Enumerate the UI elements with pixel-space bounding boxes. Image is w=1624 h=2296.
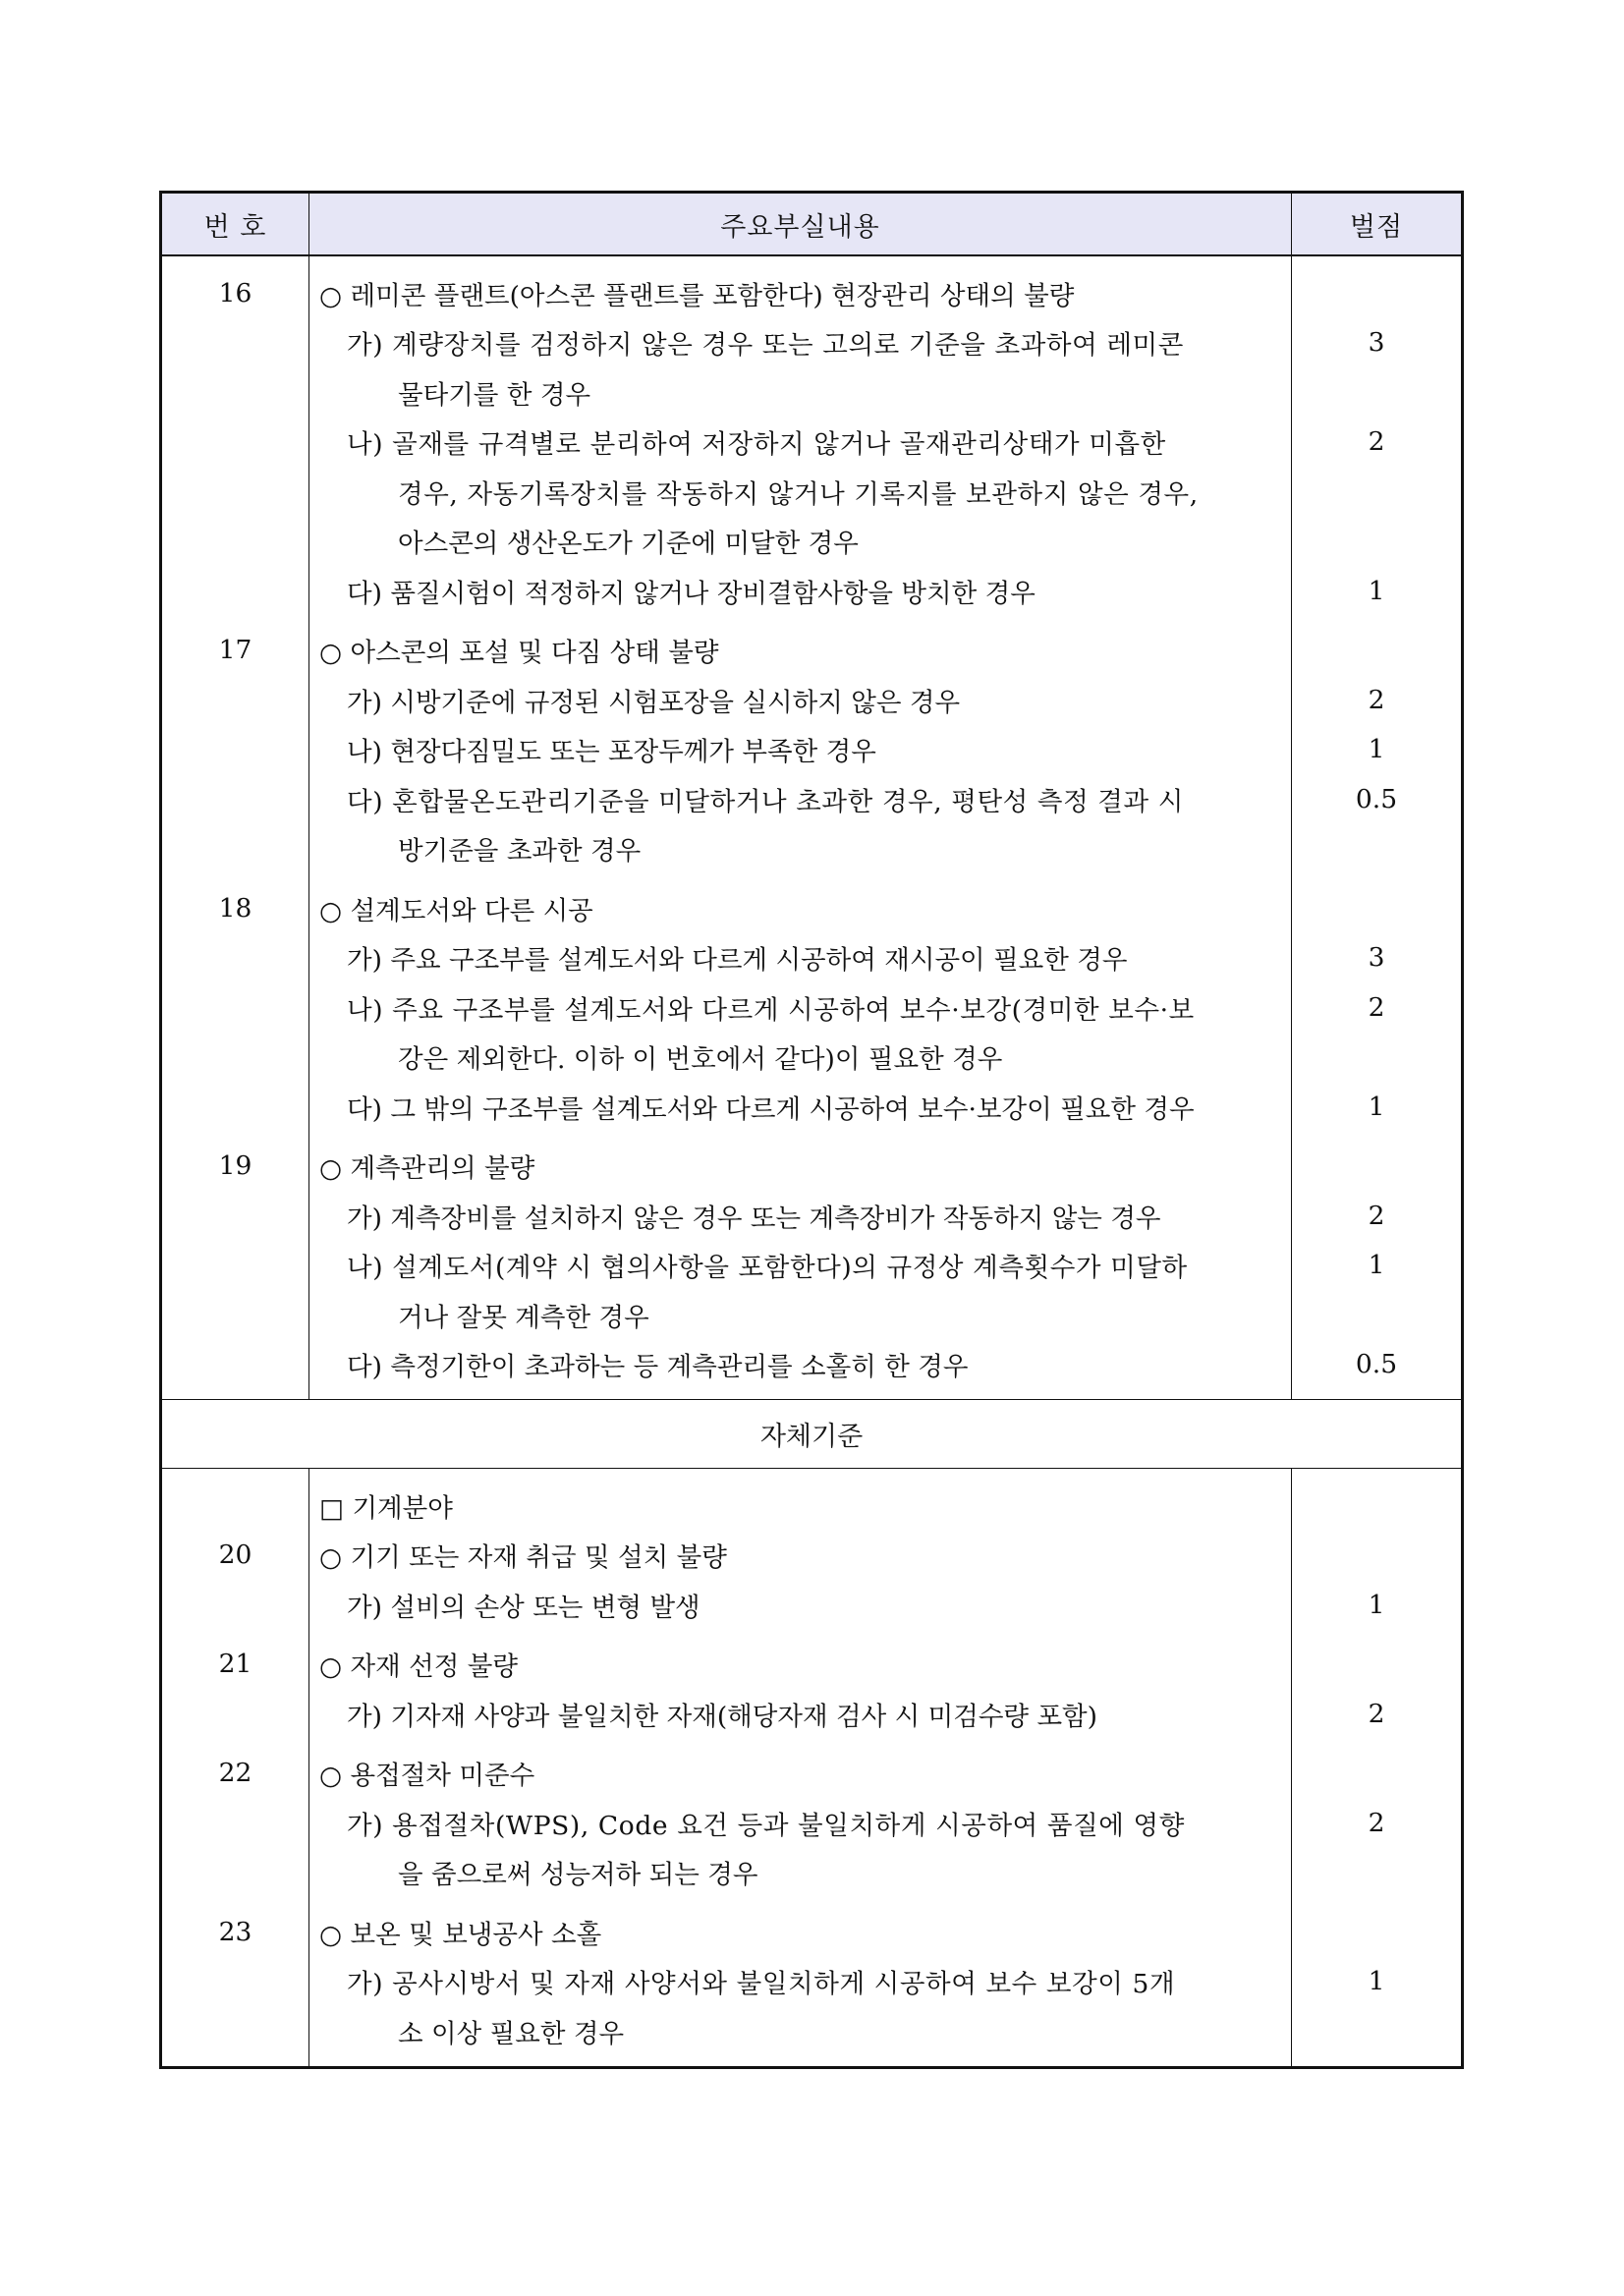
number-column (162, 1469, 309, 2066)
spacer (1292, 873, 1461, 883)
spacer (309, 873, 1291, 883)
spacer (309, 616, 1291, 626)
item-number: 17 (218, 635, 252, 666)
spacer (309, 1739, 1291, 1749)
spacer (309, 1132, 1291, 1142)
content-column (309, 1469, 1292, 2066)
item-title: ○ 설계도서와 다른 시공 (319, 895, 593, 926)
empty-cell (162, 367, 308, 418)
sub-item-line: 다) 그 밖의 구조부를 설계도서와 다르게 시공하여 보수·보강이 필요한 경우 (347, 1093, 1195, 1125)
spacer (162, 1897, 308, 1907)
penalty-value: 1 (1368, 1589, 1385, 1620)
sub-item-line: 가) 계측장비를 설치하지 않은 경우 또는 계측장비가 작동하지 않는 경우 (347, 1203, 1161, 1234)
table-body-bottom (162, 1469, 1461, 2066)
item-title: ○ 기기 또는 자재 취급 및 설치 불량 (319, 1542, 727, 1574)
item-number: 20 (218, 1540, 252, 1571)
empty-cell (162, 1957, 308, 2007)
spacer (162, 616, 308, 626)
spacer (1292, 1469, 1461, 1481)
sub-item-line: 나) 설계도서(계약 시 협의사항을 포함한다)의 규정상 계측횟수가 미달하 (347, 1253, 1188, 1284)
sub-item-line: 다) 혼합물온도관리기준을 미달하거나 초과한 경우, 평탄성 측정 결과 시 (347, 786, 1184, 817)
empty-cell (162, 1848, 308, 1898)
spacer (309, 256, 1291, 268)
table-header (162, 194, 1461, 256)
spacer (162, 1739, 308, 1749)
empty-cell (162, 824, 308, 874)
spacer (162, 2056, 308, 2066)
empty-cell (1292, 2006, 1461, 2056)
empty-cell (162, 1290, 308, 1340)
empty-cell (1292, 1142, 1461, 1192)
sub-item-line: 나) 주요 구조부를 설계도서와 다르게 시공하여 보수·보강(경미한 보수·보 (347, 994, 1195, 1026)
spacer (309, 2056, 1291, 2066)
sub-item-line: 경우, 자동기록장치를 작동하지 않거나 기록지를 보관하지 않은 경우, (398, 478, 1199, 510)
empty-cell (162, 566, 308, 616)
empty-cell (1292, 1907, 1461, 1957)
header-number: 번 호 (162, 194, 309, 254)
spacer (1292, 2056, 1461, 2066)
sub-item-line: 가) 용접절차(WPS), Code 요건 등과 불일치하게 시공하여 품질에 영향 (347, 1810, 1185, 1841)
penalty-value: 3 (1368, 327, 1385, 359)
spacer (162, 1389, 308, 1399)
empty-cell (162, 774, 308, 824)
empty-cell (1292, 1848, 1461, 1898)
spacer (1292, 1389, 1461, 1399)
spacer (1292, 256, 1461, 268)
item-number: 16 (218, 277, 252, 308)
section-label: 자체기준 (162, 1400, 1461, 1469)
empty-cell (162, 725, 308, 775)
item-title: ○ 보온 및 보냉공사 소홀 (319, 1919, 602, 1950)
empty-cell (162, 1481, 308, 1531)
sub-item-line: 가) 계량장치를 검정하지 않은 경우 또는 고의로 기준을 초과하여 레미콘 (347, 330, 1184, 362)
sub-item-line: 가) 주요 구조부를 설계도서와 다르게 시공하여 재시공이 필요한 경우 (347, 945, 1128, 977)
empty-cell (162, 1798, 308, 1848)
sub-item-line: 가) 시방기준에 규정된 시험포장을 실시하지 않은 경우 (347, 687, 961, 718)
sub-item-line: 강은 제외한다. 이하 이 번호에서 같다)이 필요한 경우 (398, 1044, 1003, 1076)
table-body-top (162, 256, 1461, 1400)
item-number: 19 (218, 1150, 252, 1182)
spacer (162, 256, 308, 268)
sub-item-line: 다) 측정기한이 초과하는 등 계측관리를 소홀히 한 경우 (347, 1352, 969, 1383)
empty-cell (162, 1082, 308, 1132)
sub-item-line: 가) 설비의 손상 또는 변형 발생 (347, 1592, 700, 1623)
spacer (162, 1132, 308, 1142)
empty-cell (1292, 268, 1461, 318)
sub-item-line: 방기준을 초과한 경우 (398, 836, 642, 868)
penalty-value: 2 (1368, 1200, 1385, 1231)
empty-cell (1292, 883, 1461, 933)
penalty-value: 1 (1368, 1250, 1385, 1281)
sub-item-line: 물타기를 한 경우 (398, 379, 591, 411)
empty-cell (1292, 517, 1461, 567)
empty-cell (162, 1580, 308, 1630)
sub-item-line: 다) 품질시험이 적정하지 않거나 장비결함사항을 방치한 경우 (347, 578, 1036, 609)
spacer (1292, 1132, 1461, 1142)
penalty-value: 2 (1368, 426, 1385, 458)
spacer (309, 1389, 1291, 1399)
empty-cell (162, 1191, 308, 1241)
empty-cell (162, 675, 308, 725)
sub-item-line: 을 줌으로써 성능저하 되는 경우 (398, 1860, 758, 1891)
empty-cell (162, 517, 308, 567)
penalty-value: 1 (1368, 1091, 1385, 1122)
spacer (309, 1630, 1291, 1640)
penalty-value: 3 (1368, 942, 1385, 974)
sub-item-line: 나) 현장다짐밀도 또는 포장두께가 부족한 경우 (347, 737, 876, 768)
empty-cell (1292, 1640, 1461, 1690)
category-label: □ 기계분야 (319, 1492, 453, 1524)
penalty-value: 0.5 (1355, 1349, 1398, 1380)
number-column (162, 256, 309, 1399)
spacer (162, 1630, 308, 1640)
penalty-value: 1 (1368, 734, 1385, 765)
sub-item-line: 거나 잘못 계측한 경우 (398, 1302, 649, 1333)
item-number: 18 (218, 892, 252, 924)
penalty-value: 1 (1368, 1966, 1385, 1997)
empty-cell (1292, 1531, 1461, 1581)
item-title: ○ 자재 선정 불량 (319, 1652, 518, 1683)
empty-cell (1292, 467, 1461, 517)
penalty-value: 0.5 (1355, 783, 1398, 814)
empty-cell (1292, 367, 1461, 418)
content-column (309, 256, 1292, 1399)
empty-cell (162, 2006, 308, 2056)
empty-cell (162, 318, 308, 368)
sub-item-line: 가) 기자재 사양과 불일치한 자재(해당자재 검사 시 미검수량 포함) (347, 1701, 1097, 1732)
empty-cell (162, 933, 308, 983)
empty-cell (1292, 1481, 1461, 1531)
item-number: 22 (218, 1758, 252, 1789)
empty-cell (162, 418, 308, 468)
penalty-value: 2 (1368, 1807, 1385, 1838)
penalty-value: 2 (1368, 1698, 1385, 1729)
header-content: 주요부실내용 (309, 194, 1292, 254)
item-number: 21 (218, 1649, 252, 1680)
spacer (309, 1897, 1291, 1907)
empty-cell (162, 1689, 308, 1739)
empty-cell (162, 467, 308, 517)
spacer (1292, 1739, 1461, 1749)
empty-cell (162, 1033, 308, 1083)
sub-item-line: 가) 공사시방서 및 자재 사양서와 불일치하게 시공하여 보수 보강이 5개 (347, 1969, 1176, 2000)
penalty-value: 2 (1368, 991, 1385, 1023)
item-title: ○ 아스콘의 포설 및 다짐 상태 불량 (319, 638, 719, 669)
penalty-column (1292, 1469, 1461, 2066)
sub-item-line: 소 이상 필요한 경우 (398, 2018, 625, 2049)
spacer (162, 1469, 308, 1481)
item-number: 23 (218, 1916, 252, 1947)
empty-cell (1292, 824, 1461, 874)
empty-cell (162, 1241, 308, 1291)
spacer (309, 1469, 1291, 1481)
penalty-table (159, 191, 1464, 2069)
sub-item-line: 나) 골재를 규격별로 분리하여 저장하지 않거나 골재관리상태가 미흡한 (347, 429, 1166, 461)
empty-cell (1292, 1290, 1461, 1340)
spacer (1292, 616, 1461, 626)
item-title: ○ 용접절차 미준수 (319, 1761, 535, 1792)
sub-item-line: 아스콘의 생산온도가 기준에 미달한 경우 (398, 529, 859, 560)
spacer (1292, 1897, 1461, 1907)
spacer (162, 873, 308, 883)
header-penalty: 벌점 (1349, 211, 1404, 243)
penalty-column (1292, 256, 1461, 1399)
penalty-value: 1 (1368, 575, 1385, 606)
empty-cell (162, 1340, 308, 1390)
penalty-value: 2 (1368, 684, 1385, 715)
item-title: ○ 계측관리의 불량 (319, 1153, 535, 1185)
spacer (1292, 1630, 1461, 1640)
item-title: ○ 레미콘 플랜트(아스콘 플랜트를 포함한다) 현장관리 상태의 불량 (319, 280, 1075, 311)
empty-cell (1292, 1033, 1461, 1083)
empty-cell (1292, 626, 1461, 676)
empty-cell (1292, 1749, 1461, 1799)
empty-cell (162, 982, 308, 1033)
